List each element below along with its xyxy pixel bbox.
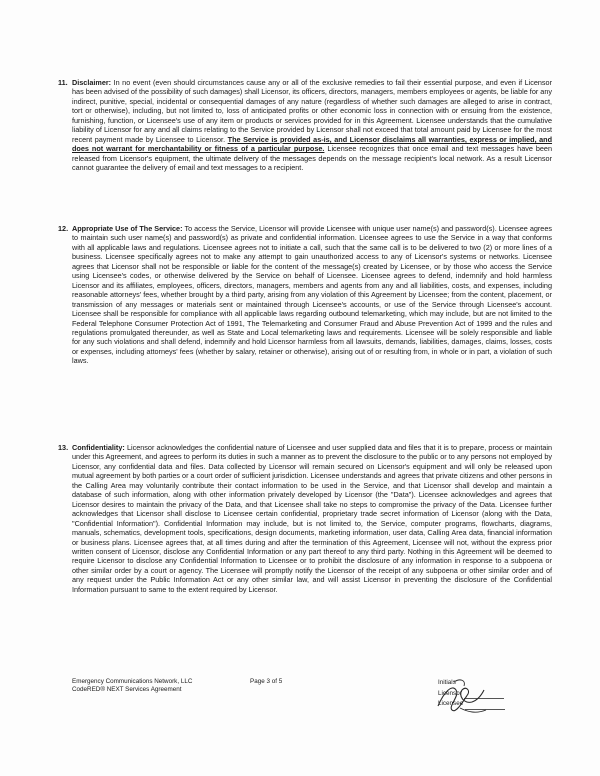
section-disclaimer — [58, 78, 552, 173]
section-confidentiality — [58, 443, 552, 594]
initials-label: Initials — [438, 679, 456, 686]
warranty-disclaimer-text: The Service is provided as-is, and Licensor disclaims all warranties, express or implied, and does not warrant for merchantability or fitness of a particular purpose. — [72, 134, 553, 154]
section-number: 12. — [58, 224, 69, 233]
licensee-label: Licensee — [438, 700, 464, 707]
section-text: Licensor acknowledges the confidential nature of Licensee and user supplied data and files that it is to prepare, process or maintain under this Agreement, and agrees to perform its duties in such a manner as to prevent the disclosure to the public or to any persons not employed by Licensor, any confidential data and files. Data collected by Licensor will remain secured on Licensor's equipment and will only be released upon mutual agreement by both parties or a court order of sufficient jurisdiction. Licensee understands and agrees that private citizens and other persons in the Calling Area may voluntarily contribute their contact information to be used in the Service, and that Licensor shall develop and maintain a database of such information, along with other information privately developed by Licensor (the "Data"). Licensee acknowledges and agrees that Licensor desires to maintain the privacy of the Data, and that Licensee shall take no steps to compromise the privacy of the Data. Licensee further acknowledges that Licensor shall disclose to Licensee certain confidential, proprietary trade secret information of Licensor (along with the Data, "Confidential Information"). Confidential Information may include, but is not limited to, the Service, computer programs, flowcharts, diagrams, manuals, schematics, development tools, specifications, design documents, marketing information, user data, Calling Area data, financial information or business plans. Licensee agrees that, at all times during and after the termination of this Agreement, Licensee will not, without the express prior written consent of Licensor, disclose any Confidential Information or any part thereof to any third party. Nothing in this Agreement will be deemed to require Licensor to disclose any Confidential Information to Licensee or to prohibit the disclosure of any information in response to a subpoena or other similar order by a court or agency. The Licensee will promptly notify the Licensor of the receipt of any subpoena or other similar order and of any request under the Public Information Act or any other similar law, and will assist Licensor in preventing the disclosure of the Confidential Information pursuant to same to the extent required by Licensor. — [72, 443, 553, 594]
section-heading: Disclaimer: — [72, 78, 112, 87]
section-number: 11. — [58, 78, 68, 87]
section-number: 13. — [58, 443, 69, 452]
signature-mark — [430, 672, 490, 720]
page-number: Page 3 of 5 — [250, 678, 283, 685]
section-body — [72, 443, 552, 594]
footer-product: CodeRED® NEXT Services Agreement — [72, 686, 182, 694]
section-heading: Confidentiality: — [72, 443, 125, 452]
section-appropriate-use — [58, 224, 552, 366]
section-text: Licensee recognizes that once email and text messages have been released from Licensor's equipment, the ultimate delivery of the messages depends on the message recipient's local network. As a result Licensor cannot guarantee the delivery of email and text messages to a recipient. — [72, 144, 552, 173]
page-footer — [0, 678, 600, 738]
section-body — [72, 224, 552, 366]
section-text: To access the Service, Licensor will provide Licensee with unique user name(s) and password(s). Licensee agrees to maintain such user name(s) and password(s) as private and confidential information. Licensee agrees to use the Service in a way that conforms with all applicable laws and regulations. Licensee agrees not to initiate a call, such that the same call is to be delivered to two (2) or more lines of a business. Licensee specifically agrees not to make any attempt to gain unauthorized access to any of Licensor's systems or networks. Licensee agrees that Licensor shall not be responsible or liable for the content of the message(s) created by Licensee, or by those who access the Service using Licensee's codes, or otherwise delivered by the Service on behalf of Licensee. Licensee agrees to defend, indemnify and hold harmless Licensor and its affiliates, employees, officers, directors, managers, members and agents from any and all liabilities, costs, and expenses, including reasonable attorneys' fees, whether brought by a third party, arising from any violation of this Agreement by Licensee; from the content, placement, or transmission of any messages or materials sent or maintained through Licensee's accounts, or use of the Service through Licensee's account. Licensee shall be responsible for compliance with all applicable laws regarding outbound telemarketing, which may include, but are not limited to the Federal Telephone Consumer Protection Act of 1991, The Telemarketing and Consumer Fraud and Abuse Prevention Act of 1999 and the rules and regulations promulgated thereunder, as well as State and Local telemarketing laws and requirements. Licensee will be solely responsible and liable for any such violations and shall defend, indemnify and hold Licensor harmless from all lawsuits, demands, liabilities, damages, claims, losses, costs or expenses, including attorneys' fees (whether by salary, retainer or otherwise), arising out of or resulting from, in whole or in part, a violation of such laws. — [72, 224, 552, 366]
section-body — [72, 78, 552, 173]
footer-company: Emergency Communications Network, LLC — [72, 678, 193, 685]
footer-left — [72, 678, 192, 695]
licensor-label: Licensor — [438, 689, 462, 697]
section-heading: Appropriate Use of The Service: — [72, 224, 183, 233]
section-text: In no event (even should circumstances cause any or all of the exclusive remedies to fail their essential purpose, and even if Licensor has been advised of the possibility of such damages) shall Licensor, its officers, directors, managers, members employees or agents, be liable for any indirect, punitive, special, incidental or consequential damages of any nature (regardless of whether such damages are alleged to arise in contract, tort or otherwise), including, but not limited to, loss of anticipated profits or other economic loss in connection with or ensuing from the existence, furnishing, function, or Licensee's use of any item or products or services provided for in this Agreement. Licensee understands that the cumulative liability of Licensor for any and all claims relating to the Service provided by Licensor shall not exceed that total amount paid by Licensee for the most recent payment made by Licensee to Licensor. — [72, 78, 552, 144]
